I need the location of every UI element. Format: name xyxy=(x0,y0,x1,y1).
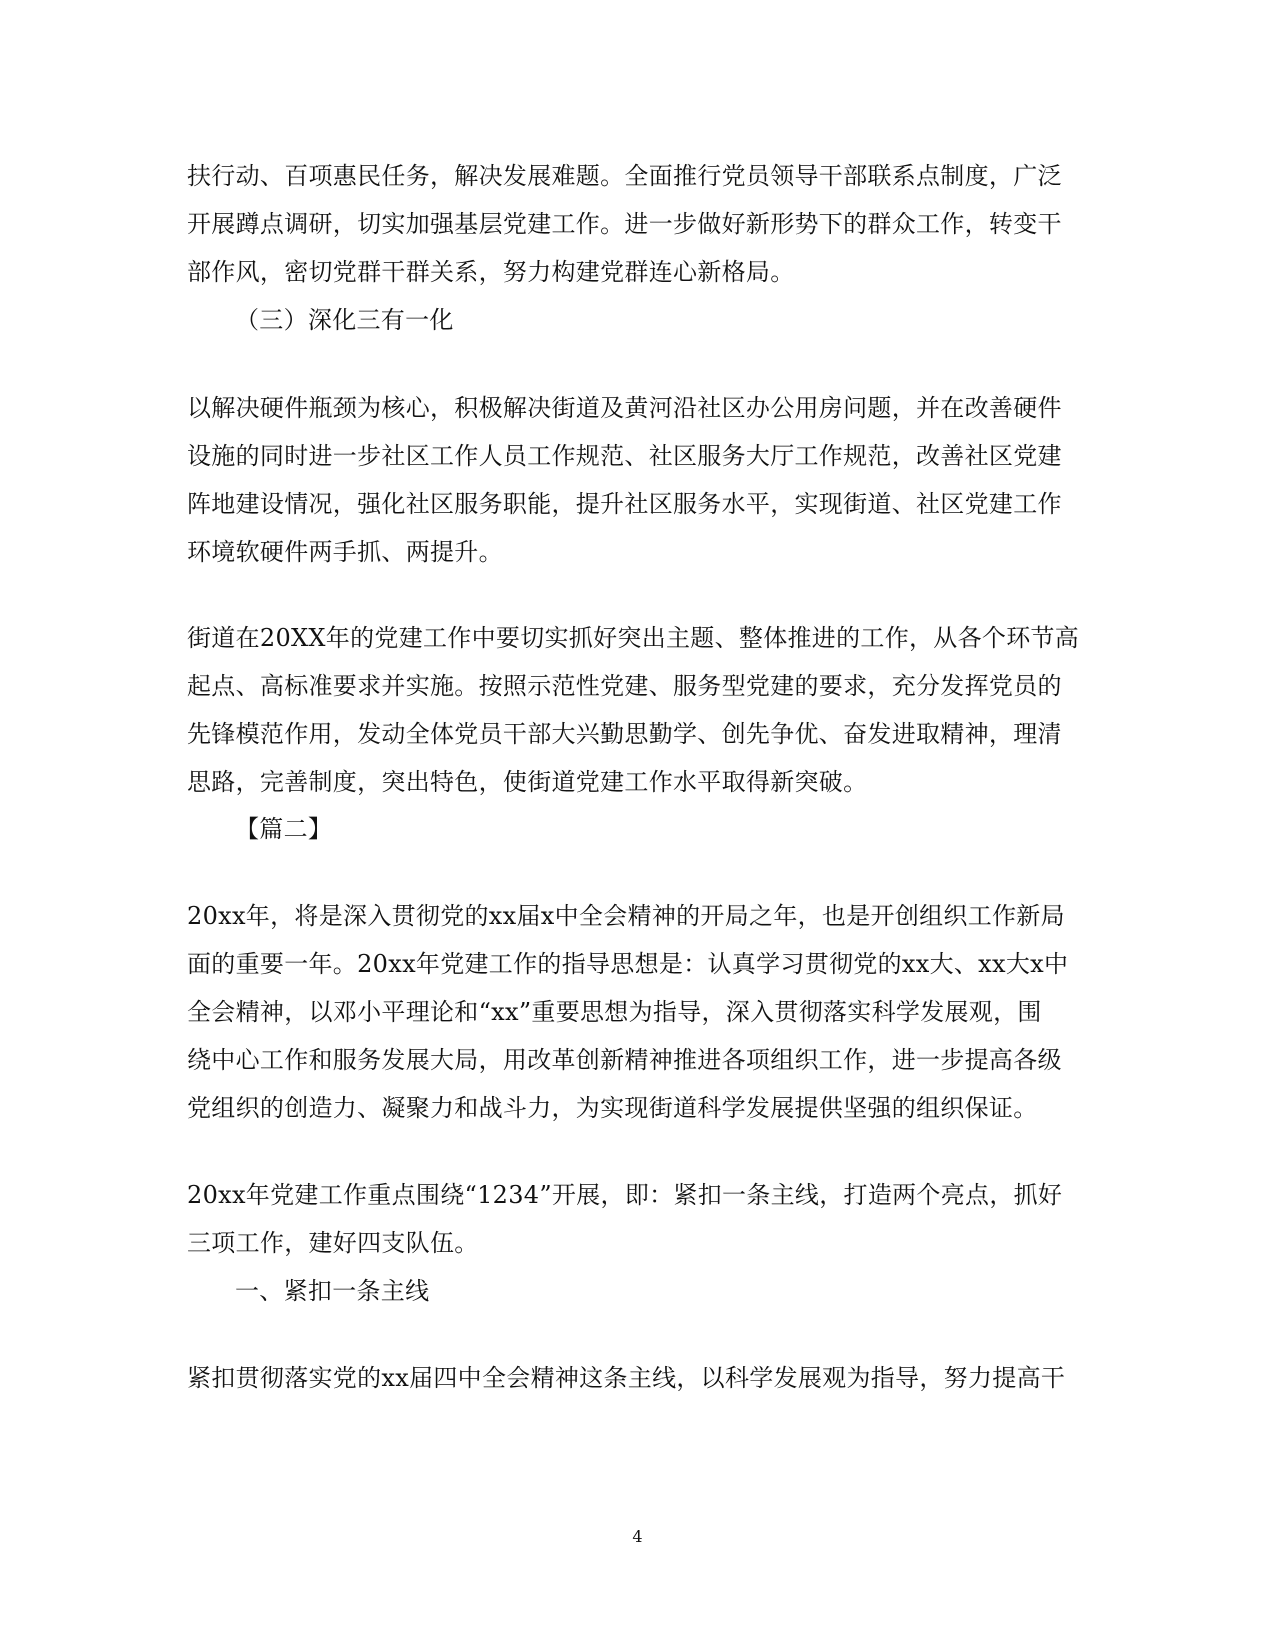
paragraph-5-line-5: 党组织的创造力、凝聚力和战斗力，为实现街道科学发展提供坚强的组织保证。 xyxy=(187,1094,1038,1122)
paragraph-6-line-2: 三项工作，建好四支队伍。 xyxy=(187,1229,479,1257)
section-title-part-two: 【篇二】 xyxy=(235,815,333,843)
paragraph-1-line-1: 扶行动、百项惠民任务，解决发展难题。全面推行党员领导干部联系点制度，广泛 xyxy=(187,162,1062,190)
page-number: 4 xyxy=(632,1527,643,1546)
paragraph-1-line-2: 开展蹲点调研，切实加强基层党建工作。进一步做好新形势下的群众工作，转变干 xyxy=(187,210,1062,238)
paragraph-5-line-1: 20xx年，将是深入贯彻党的xx届x中全会精神的开局之年，也是开创组织工作新局 xyxy=(187,902,1065,930)
paragraph-6-line-1: 20xx年党建工作重点围绕“1234”开展，即：紧扣一条主线，打造两个亮点，抓好 xyxy=(187,1181,1063,1209)
paragraph-5-line-4: 绕中心工作和服务发展大局，用改革创新精神推进各项组织工作，进一步提高各级 xyxy=(187,1046,1062,1074)
paragraph-1-line-3: 部作风，密切党群干群关系，努力构建党群连心新格局。 xyxy=(187,258,795,286)
paragraph-2-line-3: 阵地建设情况，强化社区服务职能，提升社区服务水平，实现街道、社区党建工作 xyxy=(187,490,1062,518)
section-heading-1: 一、紧扣一条主线 xyxy=(235,1277,430,1305)
paragraph-8-line-1: 紧扣贯彻落实党的xx届四中全会精神这条主线，以科学发展观为指导，努力提高干 xyxy=(187,1364,1066,1392)
paragraph-5-line-2: 面的重要一年。20xx年党建工作的指导思想是：认真学习贯彻党的xx大、xx大x中 xyxy=(187,950,1069,978)
paragraph-3-line-4: 思路，完善制度，突出特色，使街道党建工作水平取得新突破。 xyxy=(187,768,868,796)
paragraph-5-line-3: 全会精神，以邓小平理论和“xx”重要思想为指导，深入贯彻落实科学发展观，围 xyxy=(187,998,1042,1026)
paragraph-3-line-2: 起点、高标准要求并实施。按照示范性党建、服务型党建的要求，充分发挥党员的 xyxy=(187,672,1062,700)
paragraph-2-line-4: 环境软硬件两手抓、两提升。 xyxy=(187,538,503,566)
section-heading-3: （三）深化三有一化 xyxy=(235,306,454,334)
paragraph-2-line-2: 设施的同时进一步社区工作人员工作规范、社区服务大厅工作规范，改善社区党建 xyxy=(187,442,1062,470)
paragraph-2-line-1: 以解决硬件瓶颈为核心，积极解决街道及黄河沿社区办公用房问题，并在改善硬件 xyxy=(187,394,1062,422)
paragraph-3-line-1: 街道在20XX年的党建工作中要切实抓好突出主题、整体推进的工作，从各个环节高 xyxy=(187,624,1080,652)
paragraph-3-line-3: 先锋模范作用，发动全体党员干部大兴勤思勤学、创先争优、奋发进取精神，理清 xyxy=(187,720,1062,748)
